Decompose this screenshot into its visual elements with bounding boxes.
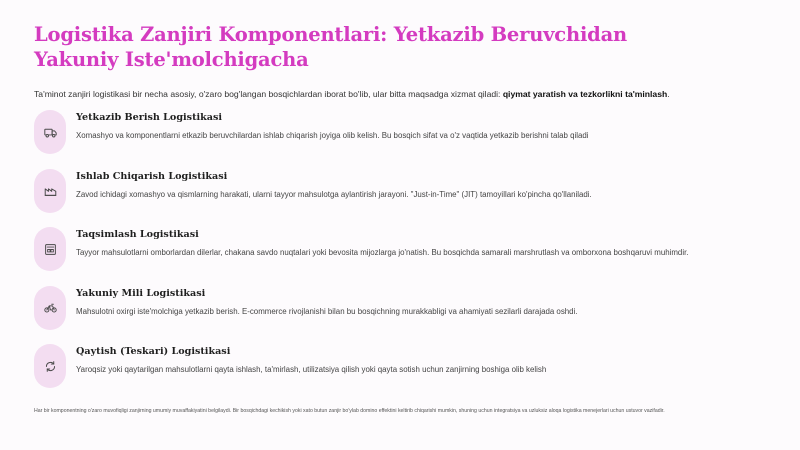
item-title: Yakuniy Mili Logistikasi — [76, 287, 206, 299]
warehouse-icon — [34, 227, 66, 271]
item-description: Zavod ichidagi xomashyo va qismlarning harakati, ularni tayyor mahsulotga aylantirish jarayoni. "Just-in-Time" (JIT) tamoyillari ko'pincha qo'llaniladi. — [76, 189, 592, 199]
intro-text: Ta'minot zanjiri logistikasi bir necha asosiy, o'zaro bog'langan bosqichlardan iborat bo'lib, ular bitta maqsadga xizmat qiladi: — [34, 89, 503, 99]
list-item-production — [34, 167, 766, 226]
item-description: Xomashyo va komponentlarni etkazib beruvchilardan ishlab chiqarish joyiga olib kelish. Bu bosqich sifat va o'z vaqtida yetkazib berishni talab qiladi — [76, 131, 589, 140]
intro-paragraph — [34, 88, 766, 100]
list-item-distribution — [34, 225, 766, 284]
recycle-icon — [34, 344, 66, 388]
truck-icon — [34, 110, 66, 154]
item-title: Taqsimlash Logistikasi — [76, 229, 199, 240]
intro-highlight: qiymat yaratish va tezkorlikni ta'minlash — [502, 89, 668, 99]
page-title: Logistika Zanjiri Komponentlari: Yetkazib Beruvchidan Yakuniy Iste'molchigacha — [34, 23, 628, 71]
list-item-last-mile — [34, 284, 766, 343]
factory-icon — [34, 169, 66, 213]
list-item-reverse — [34, 342, 766, 401]
item-title: Yetkazib Berish Logistikasi — [76, 112, 223, 123]
bicycle-icon — [34, 286, 66, 330]
footer-note: Har bir komponentning o'zaro muvofiqligi zanjirning umumiy muvaffakiyatini belgilaydi. Bir bosqichdagi kechikish yoki xato butun zanjir bo'ylab domino effektini keltirib chiqarishi mumkin, shuning uchun integratsiya va uzluksiz aloqa logistika menejerlari uchun ustuvor vazifadir. — [34, 408, 665, 414]
intro-end: . — [667, 89, 670, 99]
component-list — [34, 108, 766, 401]
item-title: Qaytish (Teskari) Logistikasi — [76, 346, 231, 357]
item-description: Tayyor mahsulotlarni omborlardan dilerlar, chakana savdo nuqtalari yoki bevosita mijozlarga jo'natish. Bu bosqichda samarali marshrutlash va omborxona boshqaruvi muhimdir. — [76, 248, 689, 257]
item-title: Ishlab Chiqarish Logistikasi — [76, 170, 228, 182]
item-description: Yaroqsiz yoki qaytarilgan mahsulotlarni qayta ishlash, ta'mirlash, utilizatsiya qilish yoki qayta sotish uchun zanjirning boshiga olib kelish — [76, 365, 547, 374]
item-description: Mahsulotni oxirgi iste'molchiga yetkazib berish. E-commerce rivojlanishi bilan bu bosqichning murakkabligi va ahamiyati sezilarli darajada oshdi. — [76, 306, 578, 316]
list-item-supply — [34, 108, 766, 167]
